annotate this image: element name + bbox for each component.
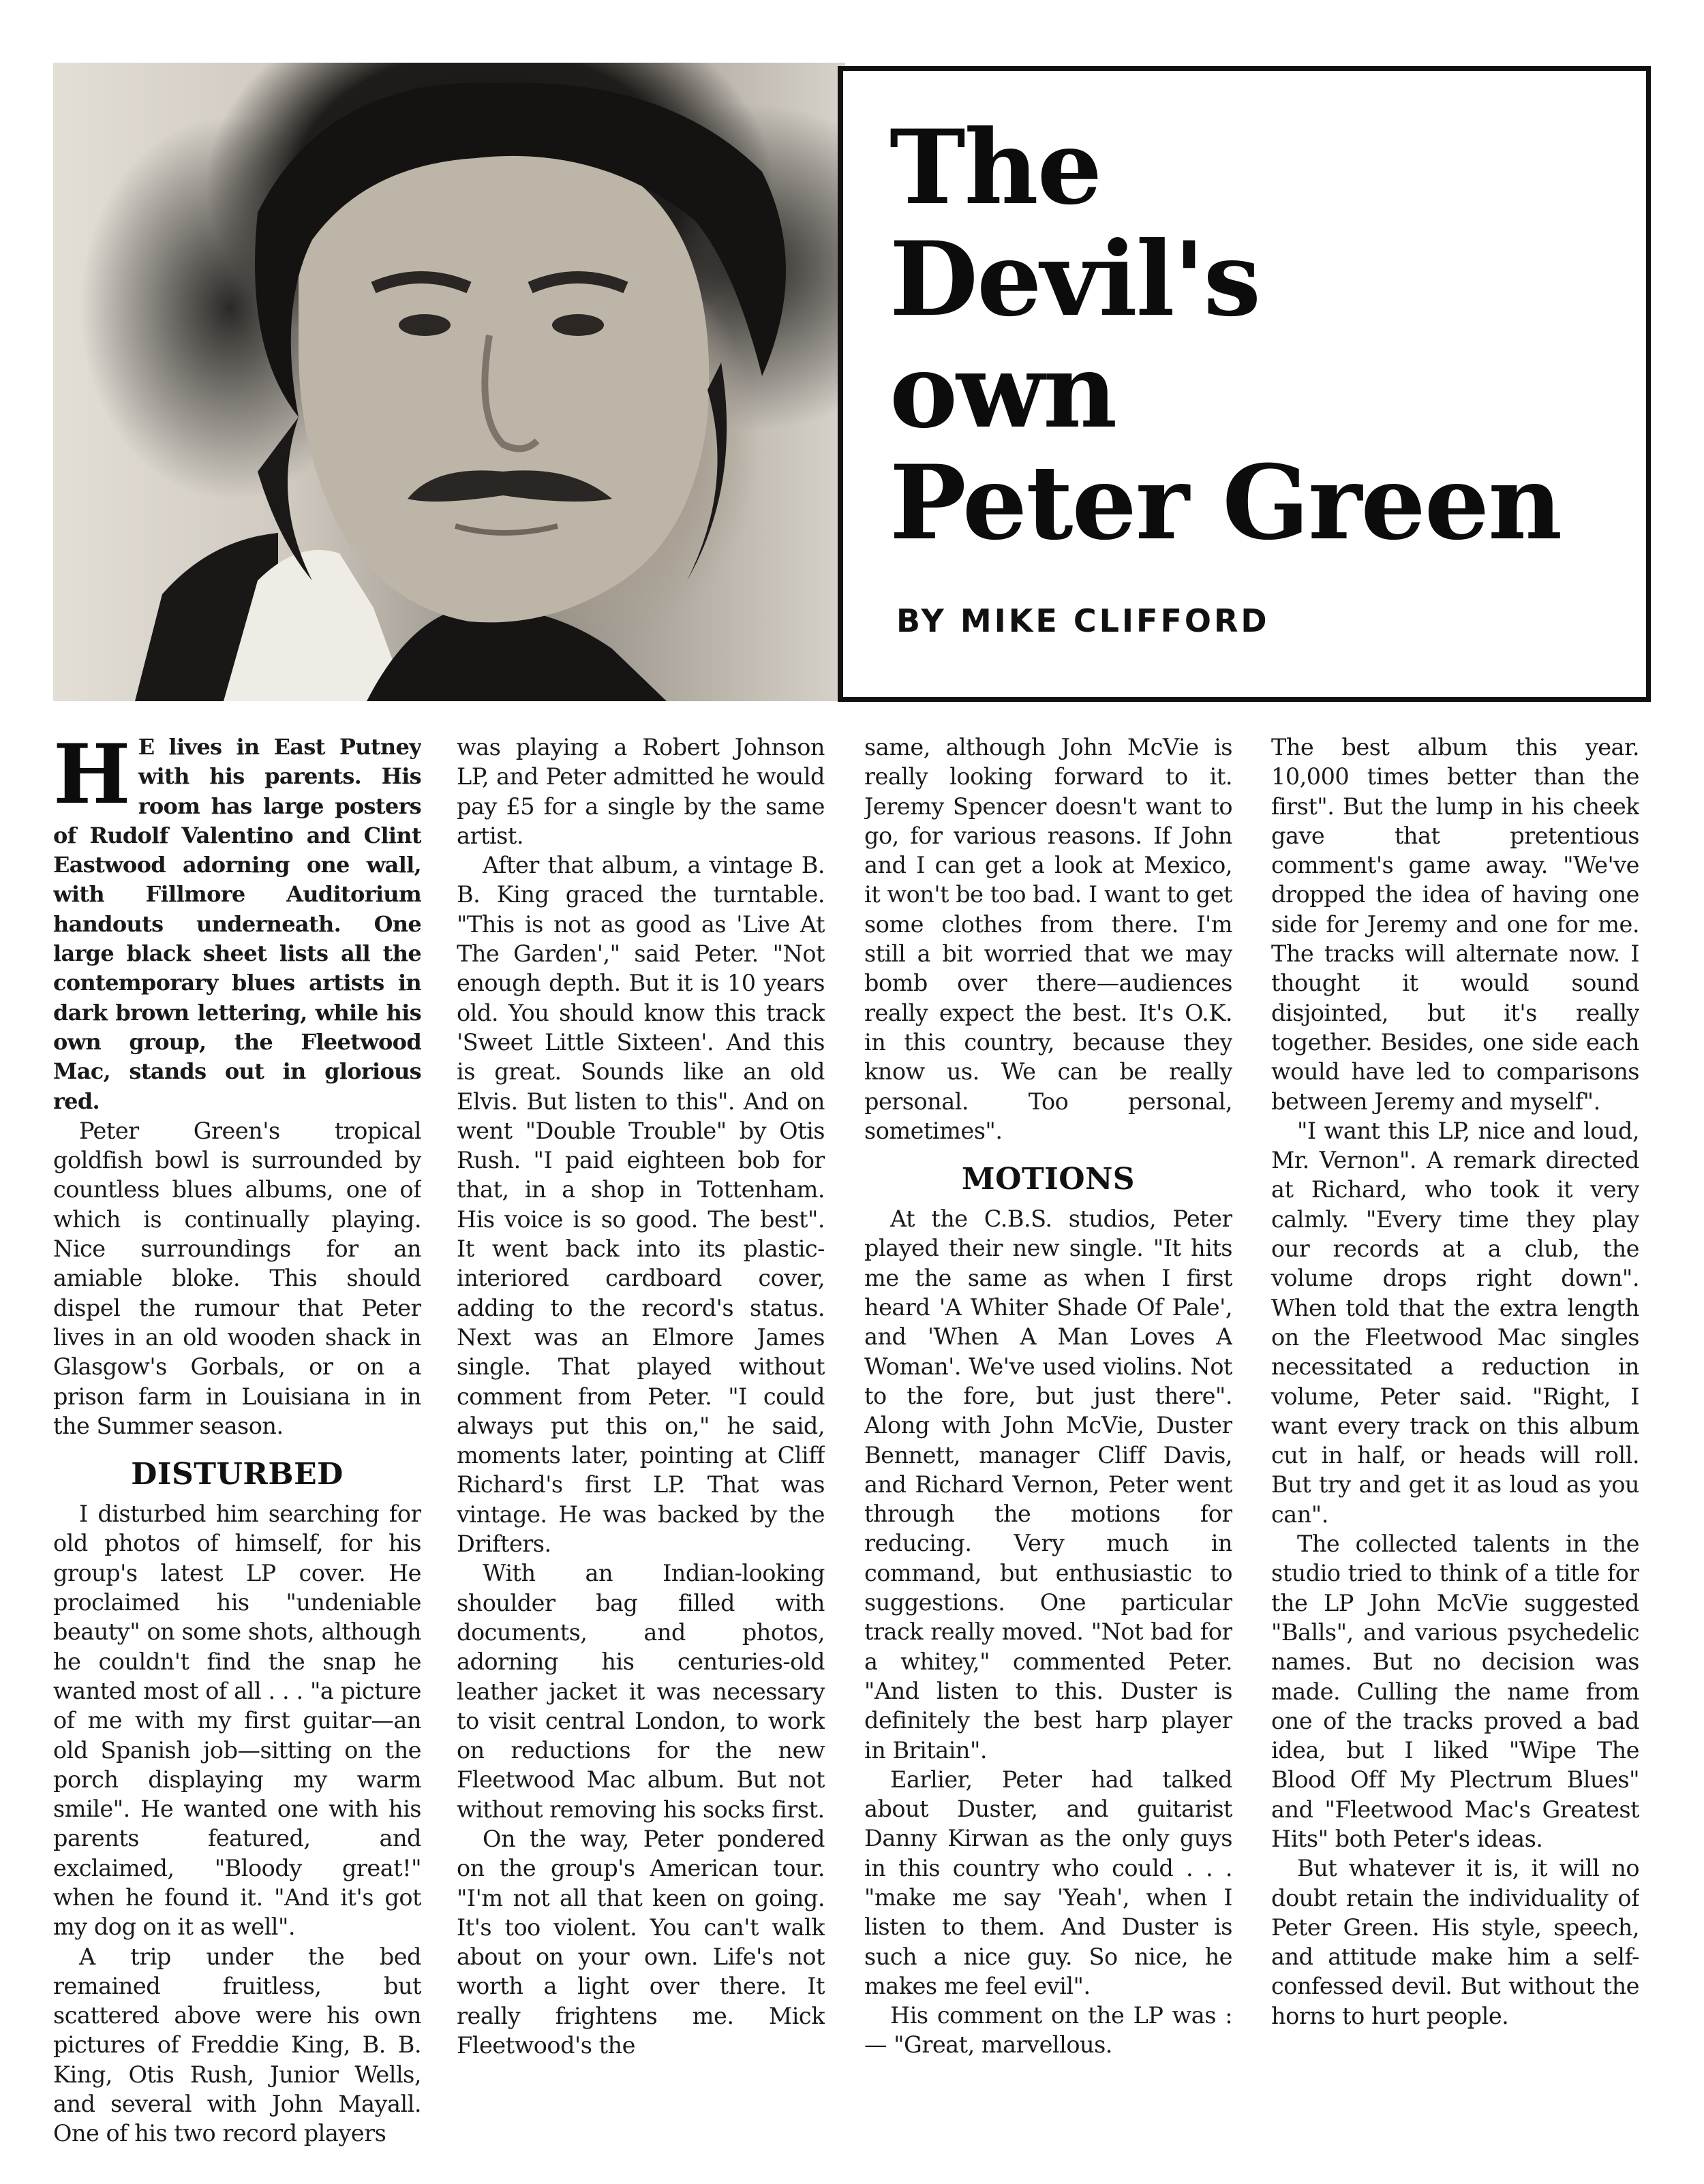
paragraph: On the way, Peter pondered on the group's American tour. "I'm not all that keen on going. It's too violent. You can't walk about on your own. Life's not worth a light over there. It really frightens me. Mick Fleetwood's the (457, 1825, 825, 2059)
paragraph: A trip under the bed remained fruitless, but scattered above were his own pictures of Freddie King, B. B. King, Otis Rush, Junior Wells, and several with John Mayall. One of his two record players (53, 1943, 421, 2147)
paragraph: Earlier, Peter had talked about Duster, and guitarist Danny Kirwan as the only guys in this country who could . . . "make me say 'Yeah', when I listen to them. And Duster is such a nice guy. So nice, he makes me feel evil". (864, 1766, 1232, 1999)
subhead-disturbed: DISTURBED (131, 1457, 344, 1492)
headline-box (838, 66, 1651, 702)
column-1 (53, 733, 421, 2177)
paragraph: After that album, a vintage B. B. King graced the turntable. "This is not as good as 'Live At The Garden'," said Peter. "Not enough depth. But it is 10 years old. You should know this track 'Sweet Little Sixteen'. And this is great. Sounds like an old Elvis. But listen to this". And on went "Double Trouble" by Otis Rush. "I paid eighteen bob for that, in a shop in Tottenham. His voice is so good. The best". It went back into its plastic-interiored cardboard cover, adding to the record's status. Next was an Elmore James single. That played without comment from Peter. "I could always put this on," he said, moments later, pointing at Cliff Richard's first LP. That was vintage. He was backed by the Drifters. (457, 852, 825, 1558)
paragraph: was playing a Robert Johnson LP, and Peter admitted he would pay £5 for a single by the same artist. (457, 734, 825, 849)
headline-line: The (889, 108, 1101, 228)
portrait-illustration (53, 63, 845, 701)
paragraph: But whatever it is, it will no doubt retain the individuality of Peter Green. His style, speech, and attitude make him a self-confessed devil. But without the horns to hurt people. (1271, 1855, 1639, 2029)
headline (889, 108, 1639, 563)
paragraph: His comment on the LP was : — "Great, marvellous. (864, 2002, 1232, 2059)
byline: BY MIKE CLIFFORD (896, 602, 1270, 639)
paragraph: Peter Green's tropical goldfish bowl is surrounded by countless blues albums, one of which is continually playing. Nice surroundings for an amiable bloke. This should dispel the rumour that Peter lives in an old wooden shack in Glasgow's Gorbals, or on a prison farm in Louisiana in in the Summer season. (53, 1117, 421, 1439)
paragraph: same, although John McVie is really looking forward to it. Jeremy Spencer doesn't want to go, for various reasons. If John and I can get a look at Mexico, it won't be too bad. I want to get some clothes from there. I'm still a bit worried that we may bomb over there—audiences really expect the best. It's O.K. in this country, because they know us. We can be really personal. Too personal, sometimes". (864, 734, 1232, 1144)
article-body (53, 733, 1655, 2177)
paragraph: "I want this LP, nice and loud, Mr. Vernon". A remark directed at Richard, who took it very calmly. "Every time they play our records at a club, the volume drops right down". When told that the extra length on the Fleetwood Mac singles necessitated a reduction in volume, Peter said. "Right, I want every track on this album cut in half, or heads will roll. But try and get it as loud as you can". (1271, 1117, 1639, 1528)
column-2 (457, 733, 825, 2177)
headline-line: Devil's (889, 219, 1260, 339)
paragraph: The collected talents in the studio tried to think of a title for the LP John McVie suggested "Balls", and various psychedelic names. But no decision was made. Culling the name from one of the tracks proved a bad idea, but I liked "Wipe The Blood Off My Plectrum Blues" and "Fleetwood Mac's Greatest Hits" both Peter's ideas. (1271, 1531, 1639, 1852)
headline-line: own (889, 331, 1116, 451)
headline-line: Peter Green (889, 443, 1562, 563)
subhead-motions: MOTIONS (961, 1162, 1136, 1197)
paragraph: With an Indian-looking shoulder bag filled with documents, and photos, adorning his centuries-old leather jacket it was necessary to visit central London, to work on reductions for the new Fleetwood Mac album. But not without removing his socks first. (457, 1560, 825, 1823)
drop-cap: H (53, 733, 130, 822)
column-4 (1271, 733, 1639, 2177)
column-3 (864, 733, 1232, 2177)
portrait-photo (53, 63, 845, 701)
paragraph: The best album this year. 10,000 times better than the first". But the lump in his cheek gave that pretentious comment's game away. "We've dropped the idea of having one side for Jeremy and one for me. The tracks will alternate now. I thought it would sound disjointed, but it's really together. Besides, one side each would have led to comparisons between Jeremy and myself". (1271, 734, 1639, 1115)
paragraph: I disturbed him searching for old photos of himself, for his group's latest LP cover. He proclaimed his "undeniable beauty" on some shots, although he couldn't find the snap he wanted most of all . . . "a picture of me with my first guitar—an old Spanish job—sitting on the porch displaying my warm smile". He wanted one with his parents featured, and exclaimed, "Bloody great!" when he found it. "And it's got my dog on it as well". (53, 1501, 421, 1941)
lead-paragraph (53, 733, 421, 1116)
paragraph: At the C.B.S. studios, Peter played their new single. "It hits me the same as when I first heard 'A Whiter Shade Of Pale', and 'When A Man Loves A Woman'. We've used violins. Not to the fore, but just there". Along with John McVie, Duster Bennett, manager Cliff Davis, and Richard Vernon, Peter went through the motions for reducing. Very much in command, but enthusiastic to suggestions. One particular track really moved. "Not bad for a whitey," commented Peter. "And listen to this. Duster is definitely the best harp player in Britain". (864, 1205, 1232, 1764)
lead-text: E lives in East Putney with his parents. His room has large posters of Rudolf Valentino and Clint Eastwood adorning one wall, with Fillmore Auditorium handouts underneath. One large black sheet lists all the contemporary blues artists in dark brown lettering, while his own group, the Fleetwood Mac, stands out in glorious red. (53, 734, 421, 1114)
